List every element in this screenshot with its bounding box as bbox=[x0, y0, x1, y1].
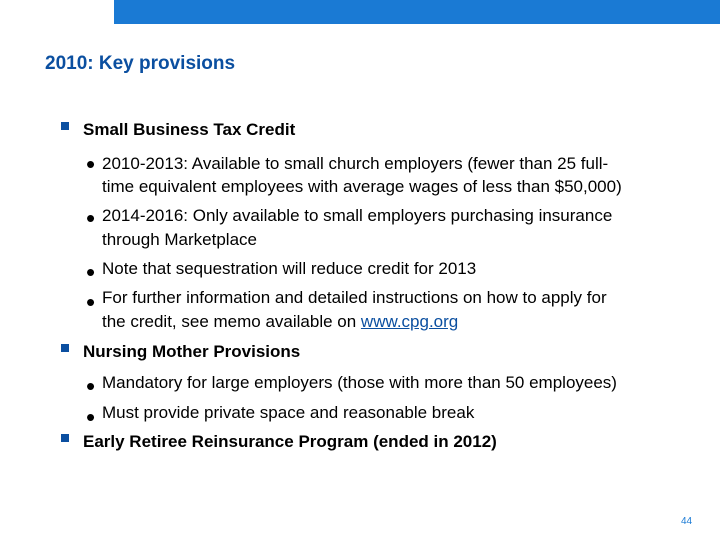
provision-heading-nursing-mother: Nursing Mother Provisions bbox=[83, 342, 301, 361]
provision-heading-early-retiree: Early Retiree Reinsurance Program (ended in 2012) bbox=[83, 432, 497, 451]
bullet-text-line: Must provide private space and reasonable break bbox=[102, 403, 475, 422]
bullet-text-line: 2010-2013: Available to small church employers (fewer than 25 full- bbox=[102, 154, 609, 173]
bullet-text-line: For further information and detailed instructions on how to apply for bbox=[102, 288, 607, 307]
list-item-continuation bbox=[102, 310, 458, 333]
list-item bbox=[102, 257, 476, 280]
bullet-text-line: the credit, see memo available on bbox=[102, 312, 361, 331]
provision-heading-small-business-tax-credit: Small Business Tax Credit bbox=[83, 120, 296, 139]
list-item bbox=[102, 401, 474, 424]
bullet-text-line: Mandatory for large employers (those with more than 50 employees) bbox=[102, 373, 617, 392]
bullet-text-line: time equivalent employees with average wages of less than $50,000) bbox=[102, 177, 622, 196]
list-item bbox=[102, 152, 608, 175]
list-item bbox=[102, 286, 607, 309]
bullet-dot-icon: • bbox=[86, 149, 96, 179]
list-item-continuation bbox=[102, 228, 257, 251]
bullet-text-line: Note that sequestration will reduce credit for 2013 bbox=[102, 259, 477, 278]
cpg-website-link[interactable]: www.cpg.org bbox=[360, 312, 459, 331]
top-accent-bar bbox=[114, 0, 720, 24]
bullet-dot-icon: • bbox=[86, 402, 96, 432]
bullet-text-line: through Marketplace bbox=[102, 230, 257, 249]
square-bullet-icon bbox=[61, 122, 69, 130]
bullet-dot-icon: • bbox=[86, 371, 96, 401]
bullet-text-line: 2014-2016: Only available to small employers purchasing insurance bbox=[102, 206, 613, 225]
bullet-dot-icon: • bbox=[86, 257, 96, 287]
page-number: 44 bbox=[681, 516, 693, 527]
list-item bbox=[102, 371, 617, 394]
square-bullet-icon bbox=[61, 434, 69, 442]
bullet-dot-icon: • bbox=[86, 287, 96, 317]
list-item bbox=[102, 204, 612, 227]
list-item-continuation bbox=[102, 175, 622, 198]
square-bullet-icon bbox=[61, 344, 69, 352]
bullet-dot-icon: • bbox=[86, 203, 96, 233]
slide-title: 2010: Key provisions bbox=[45, 53, 236, 74]
